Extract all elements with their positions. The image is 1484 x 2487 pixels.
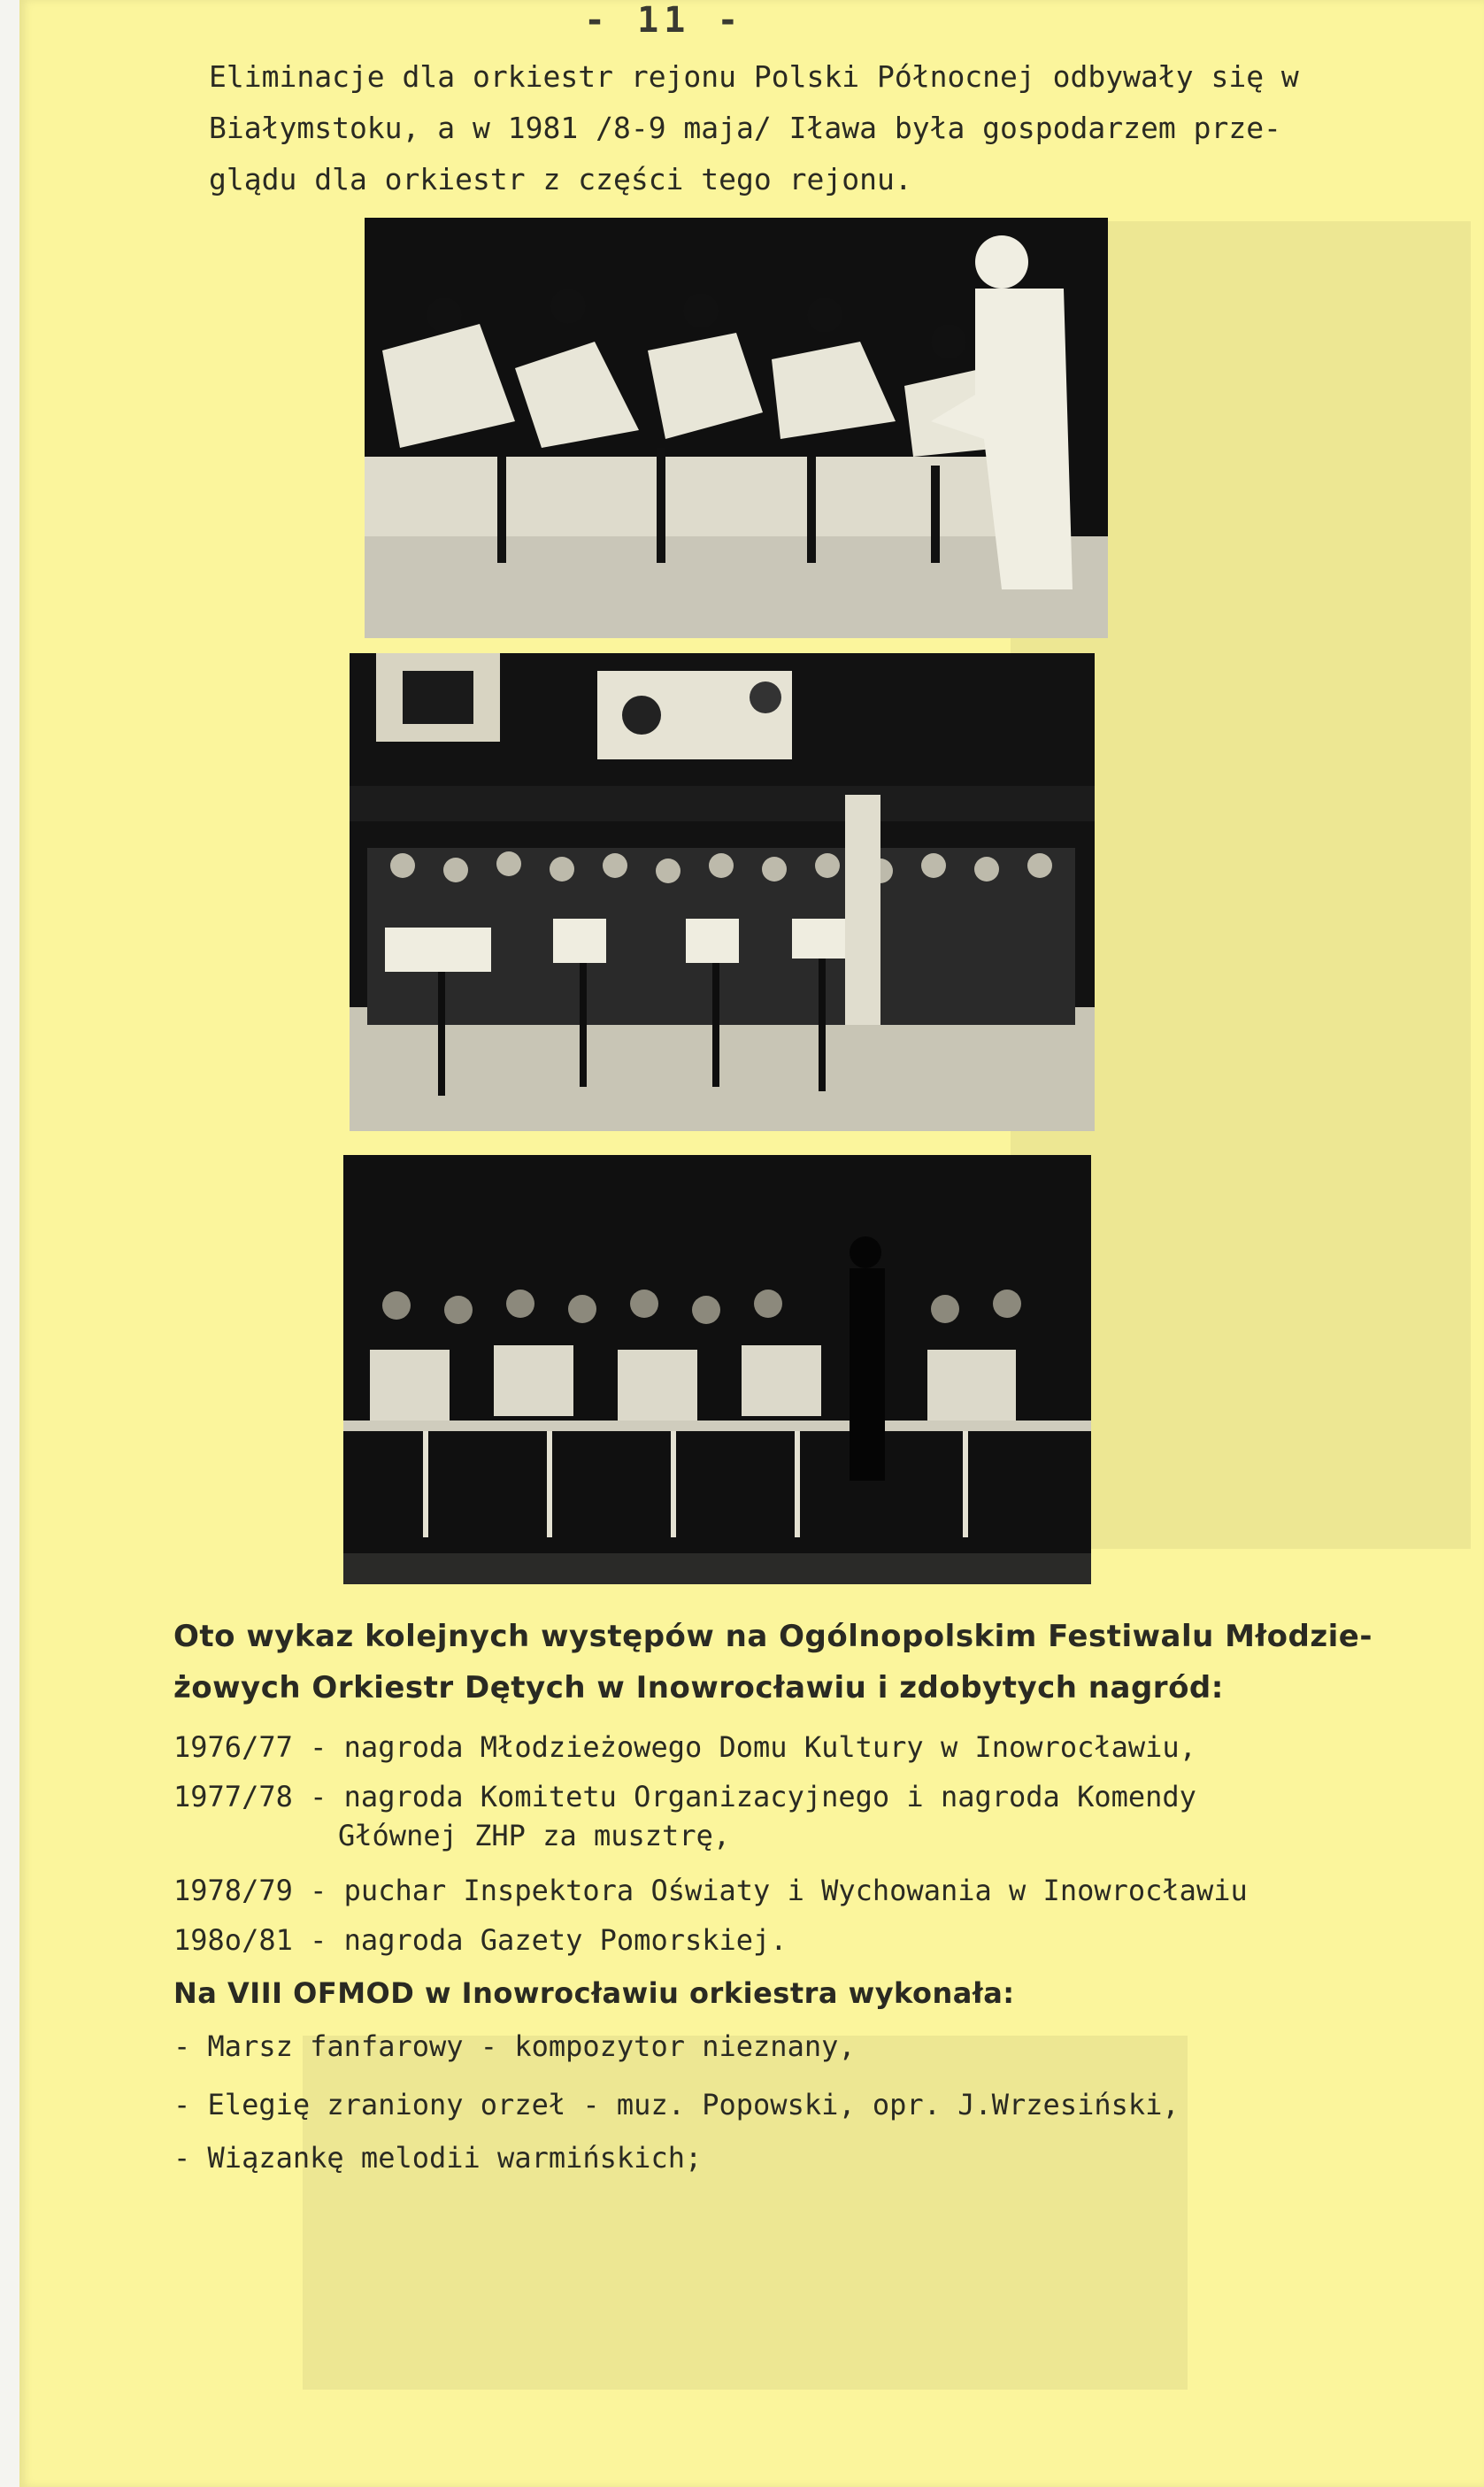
orchestra-photo-1 [365, 218, 1108, 638]
orchestra-photo-2-image [350, 653, 1095, 1131]
intro-paragraph [209, 51, 1315, 205]
award-text: - nagroda Komitetu Organizacyjnego i nagroda Komendy [310, 1780, 1196, 1813]
page-number: - 11 - [584, 0, 744, 41]
orchestra-photo-2 [350, 653, 1095, 1131]
orchestra-photo-3 [343, 1155, 1091, 1584]
intro-line-1: Eliminacje dla orkiestr rejonu Polski Północnej odbywały się w [209, 59, 1299, 94]
program-item: - Elegię zraniony orzeł - muz. Popowski, opr. J.Wrzesiński, [173, 2088, 1180, 2121]
award-year: 1978/79 [173, 1874, 293, 1907]
award-year: 1977/78 [173, 1780, 293, 1813]
award-item [173, 1921, 788, 1960]
award-item [173, 1777, 1196, 1855]
page-edge [0, 0, 19, 2487]
awards-heading-line-2: żowych Orkiestr Dętych w Inowrocławiu i zdobytych nagród: [173, 1670, 1224, 1705]
awards-heading [173, 1611, 1373, 1713]
program-item: - Marsz fanfarowy - kompozytor nieznany, [173, 2029, 856, 2063]
intro-line-2: Białymstoku, a w 1981 /8-9 maja/ Iława była gospodarzem prze- [209, 111, 1281, 145]
program-heading: Na VIII OFMOD w Inowrocławiu orkiestra wykonała: [173, 1976, 1015, 2010]
award-text: - nagroda Młodzieżowego Domu Kultury w Inowrocławiu, [310, 1730, 1196, 1764]
award-text: - nagroda Gazety Pomorskiej. [310, 1923, 788, 1957]
awards-heading-line-1: Oto wykaz kolejnych występów na Ogólnopolskim Festiwalu Młodzie- [173, 1619, 1373, 1654]
orchestra-photo-1-image [365, 218, 1108, 638]
orchestra-photo-3-image [343, 1155, 1091, 1584]
award-item [173, 1728, 1196, 1767]
award-text: - puchar Inspektora Oświaty i Wychowania w Inowrocławiu [310, 1874, 1248, 1907]
award-text-continued: Głównej ZHP za musztrę, [338, 1819, 731, 1852]
program-item: - Wiązankę melodii warmińskich; [173, 2141, 703, 2175]
award-item [173, 1871, 1248, 1910]
intro-line-3: glądu dla orkiestr z części tego rejonu. [209, 162, 912, 196]
award-year: 198o/81 [173, 1923, 293, 1957]
award-year: 1976/77 [173, 1730, 293, 1764]
